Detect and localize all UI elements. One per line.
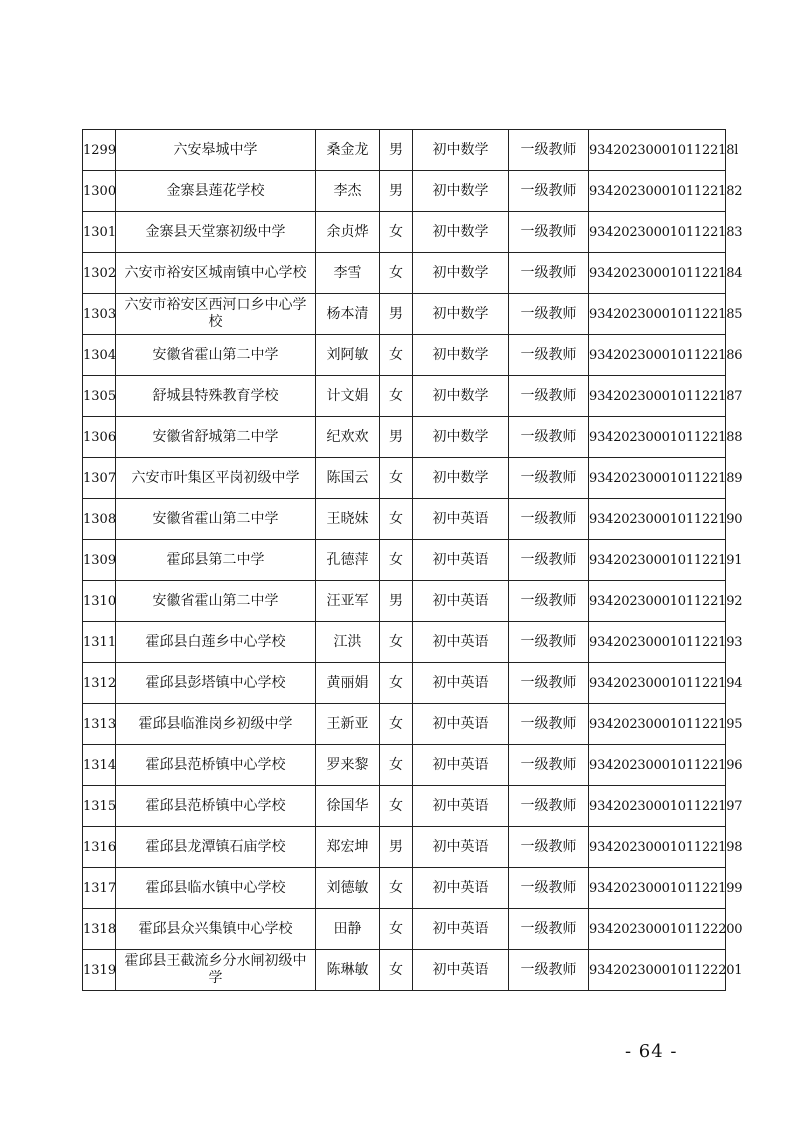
title-cell: 一级教师 bbox=[509, 458, 589, 499]
subject-cell: 初中英语 bbox=[413, 909, 509, 950]
title-cell: 一级教师 bbox=[509, 376, 589, 417]
subject-cell: 初中英语 bbox=[413, 827, 509, 868]
gender-cell: 女 bbox=[380, 745, 413, 786]
certificate-code-cell: 9342023000101122184 bbox=[589, 253, 726, 294]
certificate-code-cell: 9342023000101122199 bbox=[589, 868, 726, 909]
table-row bbox=[83, 417, 726, 458]
table-row bbox=[83, 745, 726, 786]
table-row bbox=[83, 130, 726, 171]
certificate-code-cell: 9342023000101122192 bbox=[589, 581, 726, 622]
certificate-code-cell: 9342023000101122193 bbox=[589, 622, 726, 663]
table-row bbox=[83, 909, 726, 950]
school-cell: 霍邱县王截流乡分水闸初级中学 bbox=[116, 950, 316, 991]
table-body bbox=[83, 130, 743, 991]
row-number-cell: 1309 bbox=[83, 540, 116, 581]
teacher-name-cell: 孔德萍 bbox=[316, 540, 380, 581]
subject-cell: 初中数学 bbox=[413, 458, 509, 499]
teacher-name-cell: 黄丽娟 bbox=[316, 663, 380, 704]
row-number-cell: 1304 bbox=[83, 335, 116, 376]
gender-cell: 女 bbox=[380, 909, 413, 950]
certificate-code-cell: 9342023000101122186 bbox=[589, 335, 726, 376]
title-cell: 一级教师 bbox=[509, 868, 589, 909]
subject-cell: 初中数学 bbox=[413, 376, 509, 417]
title-cell: 一级教师 bbox=[509, 130, 589, 171]
school-cell: 金寨县莲花学校 bbox=[116, 171, 316, 212]
teacher-name-cell: 桑金龙 bbox=[316, 130, 380, 171]
gender-cell: 男 bbox=[380, 581, 413, 622]
teacher-name-cell: 陈国云 bbox=[316, 458, 380, 499]
teacher-name-cell: 余贞烨 bbox=[316, 212, 380, 253]
school-cell: 霍邱县临水镇中心学校 bbox=[116, 868, 316, 909]
gender-cell: 男 bbox=[380, 417, 413, 458]
subject-cell: 初中数学 bbox=[413, 335, 509, 376]
teacher-name-cell: 田静 bbox=[316, 909, 380, 950]
teacher-name-cell: 李雪 bbox=[316, 253, 380, 294]
school-cell: 霍邱县彭塔镇中心学校 bbox=[116, 663, 316, 704]
subject-cell: 初中英语 bbox=[413, 663, 509, 704]
school-cell: 霍邱县范桥镇中心学校 bbox=[116, 745, 316, 786]
subject-cell: 初中英语 bbox=[413, 868, 509, 909]
teacher-name-cell: 计文娟 bbox=[316, 376, 380, 417]
gender-cell: 女 bbox=[380, 253, 413, 294]
row-number-cell: 1315 bbox=[83, 786, 116, 827]
school-cell: 安徽省霍山第二中学 bbox=[116, 335, 316, 376]
title-cell: 一级教师 bbox=[509, 335, 589, 376]
title-cell: 一级教师 bbox=[509, 540, 589, 581]
certificate-code-cell: 9342023000101122196 bbox=[589, 745, 726, 786]
certificate-code-cell: 9342023000101122189 bbox=[589, 458, 726, 499]
table-row bbox=[83, 540, 726, 581]
subject-cell: 初中英语 bbox=[413, 745, 509, 786]
gender-cell: 女 bbox=[380, 499, 413, 540]
row-number-cell: 1303 bbox=[83, 294, 116, 335]
teacher-name-cell: 刘德敏 bbox=[316, 868, 380, 909]
gender-cell: 女 bbox=[380, 335, 413, 376]
subject-cell: 初中英语 bbox=[413, 581, 509, 622]
title-cell: 一级教师 bbox=[509, 909, 589, 950]
teacher-roster-table bbox=[82, 129, 743, 991]
subject-cell: 初中英语 bbox=[413, 704, 509, 745]
subject-cell: 初中英语 bbox=[413, 622, 509, 663]
teacher-name-cell: 王新亚 bbox=[316, 704, 380, 745]
table-row bbox=[83, 212, 726, 253]
title-cell: 一级教师 bbox=[509, 663, 589, 704]
row-number-cell: 1308 bbox=[83, 499, 116, 540]
certificate-code-cell: 9342023000101122182 bbox=[589, 171, 726, 212]
teacher-name-cell: 徐国华 bbox=[316, 786, 380, 827]
school-cell: 金寨县天堂寨初级中学 bbox=[116, 212, 316, 253]
gender-cell: 女 bbox=[380, 458, 413, 499]
gender-cell: 女 bbox=[380, 868, 413, 909]
certificate-code-cell: 9342023000101122194 bbox=[589, 663, 726, 704]
table-row bbox=[83, 335, 726, 376]
subject-cell: 初中英语 bbox=[413, 540, 509, 581]
school-cell: 舒城县特殊教育学校 bbox=[116, 376, 316, 417]
certificate-code-cell: 9342023000101122190 bbox=[589, 499, 726, 540]
certificate-code-cell: 9342023000101122195 bbox=[589, 704, 726, 745]
title-cell: 一级教师 bbox=[509, 950, 589, 991]
certificate-code-cell: 9342023000101122187 bbox=[589, 376, 726, 417]
table-row bbox=[83, 868, 726, 909]
row-number-cell: 1312 bbox=[83, 663, 116, 704]
school-cell: 六安皋城中学 bbox=[116, 130, 316, 171]
gender-cell: 女 bbox=[380, 704, 413, 745]
table-row bbox=[83, 171, 726, 212]
row-number-cell: 1318 bbox=[83, 909, 116, 950]
subject-cell: 初中数学 bbox=[413, 417, 509, 458]
table-row bbox=[83, 950, 726, 991]
gender-cell: 男 bbox=[380, 827, 413, 868]
title-cell: 一级教师 bbox=[509, 786, 589, 827]
row-number-cell: 1301 bbox=[83, 212, 116, 253]
school-cell: 霍邱县龙潭镇石庙学校 bbox=[116, 827, 316, 868]
row-number-cell: 1307 bbox=[83, 458, 116, 499]
row-number-cell: 1311 bbox=[83, 622, 116, 663]
school-cell: 霍邱县众兴集镇中心学校 bbox=[116, 909, 316, 950]
teacher-name-cell: 刘阿敏 bbox=[316, 335, 380, 376]
title-cell: 一级教师 bbox=[509, 499, 589, 540]
subject-cell: 初中数学 bbox=[413, 253, 509, 294]
gender-cell: 女 bbox=[380, 622, 413, 663]
gender-cell: 女 bbox=[380, 663, 413, 704]
school-cell: 六安市叶集区平岗初级中学 bbox=[116, 458, 316, 499]
gender-cell: 男 bbox=[380, 171, 413, 212]
title-cell: 一级教师 bbox=[509, 212, 589, 253]
title-cell: 一级教师 bbox=[509, 253, 589, 294]
title-cell: 一级教师 bbox=[509, 581, 589, 622]
table-row bbox=[83, 376, 726, 417]
gender-cell: 女 bbox=[380, 786, 413, 827]
certificate-code-cell: 934202300010112218l bbox=[589, 130, 726, 171]
subject-cell: 初中数学 bbox=[413, 212, 509, 253]
gender-cell: 男 bbox=[380, 130, 413, 171]
gender-cell: 女 bbox=[380, 950, 413, 991]
certificate-code-cell: 9342023000101122188 bbox=[589, 417, 726, 458]
title-cell: 一级教师 bbox=[509, 417, 589, 458]
row-number-cell: 1302 bbox=[83, 253, 116, 294]
table-row bbox=[83, 458, 726, 499]
row-number-cell: 1306 bbox=[83, 417, 116, 458]
subject-cell: 初中数学 bbox=[413, 294, 509, 335]
teacher-name-cell: 郑宏坤 bbox=[316, 827, 380, 868]
teacher-name-cell: 汪亚军 bbox=[316, 581, 380, 622]
gender-cell: 男 bbox=[380, 294, 413, 335]
table-row bbox=[83, 294, 726, 335]
certificate-code-cell: 9342023000101122197 bbox=[589, 786, 726, 827]
table-row bbox=[83, 622, 726, 663]
certificate-code-cell: 9342023000101122191 bbox=[589, 540, 726, 581]
title-cell: 一级教师 bbox=[509, 622, 589, 663]
table-row bbox=[83, 253, 726, 294]
table-row bbox=[83, 786, 726, 827]
table-row bbox=[83, 827, 726, 868]
subject-cell: 初中英语 bbox=[413, 786, 509, 827]
subject-cell: 初中数学 bbox=[413, 171, 509, 212]
title-cell: 一级教师 bbox=[509, 171, 589, 212]
gender-cell: 女 bbox=[380, 540, 413, 581]
row-number-cell: 1305 bbox=[83, 376, 116, 417]
subject-cell: 初中英语 bbox=[413, 499, 509, 540]
teacher-name-cell: 李杰 bbox=[316, 171, 380, 212]
gender-cell: 女 bbox=[380, 212, 413, 253]
teacher-name-cell: 罗来黎 bbox=[316, 745, 380, 786]
school-cell: 安徽省霍山第二中学 bbox=[116, 581, 316, 622]
table-row bbox=[83, 499, 726, 540]
row-number-cell: 1310 bbox=[83, 581, 116, 622]
row-number-cell: 1313 bbox=[83, 704, 116, 745]
teacher-name-cell: 纪欢欢 bbox=[316, 417, 380, 458]
teacher-name-cell: 王晓妹 bbox=[316, 499, 380, 540]
teacher-name-cell: 杨本清 bbox=[316, 294, 380, 335]
school-cell: 霍邱县临淮岗乡初级中学 bbox=[116, 704, 316, 745]
certificate-code-cell: 9342023000101122201 bbox=[589, 950, 726, 991]
school-cell: 六安市裕安区西河口乡中心学校 bbox=[116, 294, 316, 335]
certificate-code-cell: 9342023000101122185 bbox=[589, 294, 726, 335]
certificate-code-cell: 9342023000101122198 bbox=[589, 827, 726, 868]
school-cell: 安徽省霍山第二中学 bbox=[116, 499, 316, 540]
row-number-cell: 1319 bbox=[83, 950, 116, 991]
title-cell: 一级教师 bbox=[509, 294, 589, 335]
certificate-code-cell: 9342023000101122183 bbox=[589, 212, 726, 253]
teacher-name-cell: 陈琳敏 bbox=[316, 950, 380, 991]
title-cell: 一级教师 bbox=[509, 827, 589, 868]
table-row bbox=[83, 663, 726, 704]
page-number: - 64 - bbox=[625, 1041, 678, 1062]
school-cell: 安徽省舒城第二中学 bbox=[116, 417, 316, 458]
teacher-name-cell: 江洪 bbox=[316, 622, 380, 663]
row-number-cell: 1317 bbox=[83, 868, 116, 909]
school-cell: 霍邱县白莲乡中心学校 bbox=[116, 622, 316, 663]
table-row bbox=[83, 704, 726, 745]
subject-cell: 初中英语 bbox=[413, 950, 509, 991]
subject-cell: 初中数学 bbox=[413, 130, 509, 171]
row-number-cell: 1314 bbox=[83, 745, 116, 786]
row-number-cell: 1299 bbox=[83, 130, 116, 171]
row-number-cell: 1316 bbox=[83, 827, 116, 868]
title-cell: 一级教师 bbox=[509, 745, 589, 786]
school-cell: 六安市裕安区城南镇中心学校 bbox=[116, 253, 316, 294]
gender-cell: 女 bbox=[380, 376, 413, 417]
row-number-cell: 1300 bbox=[83, 171, 116, 212]
certificate-code-cell: 9342023000101122200 bbox=[589, 909, 726, 950]
table-row bbox=[83, 581, 726, 622]
school-cell: 霍邱县范桥镇中心学校 bbox=[116, 786, 316, 827]
title-cell: 一级教师 bbox=[509, 704, 589, 745]
school-cell: 霍邱县第二中学 bbox=[116, 540, 316, 581]
